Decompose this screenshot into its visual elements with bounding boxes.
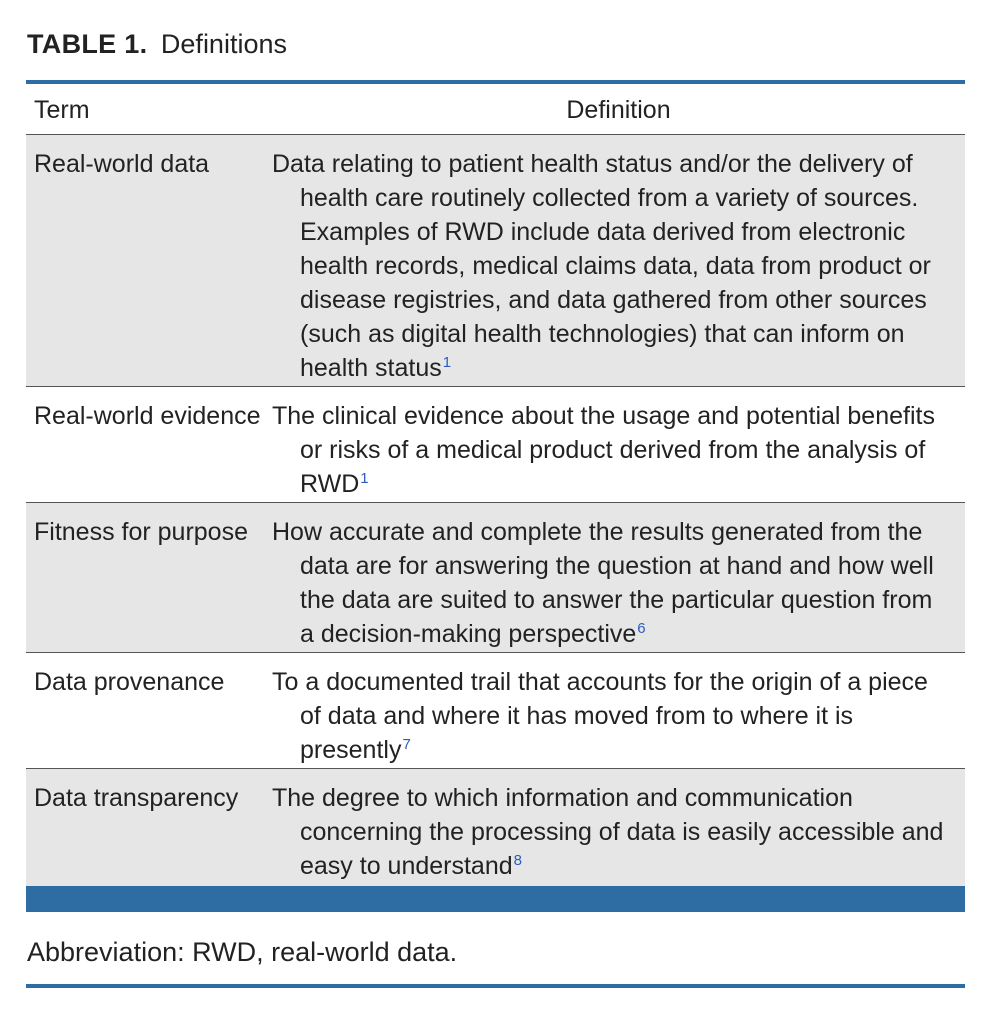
reference-link[interactable]: 7	[402, 735, 411, 753]
definitions-table	[26, 80, 965, 912]
row-definition	[272, 503, 965, 661]
definition-text: Data relating to patient health status and/or the delivery of health care routinely collected from a variety of sources. Examples of RWD include data derived from electronic health records, medical claims data, data from product or disease registries, and data gathered from other sources (such as digital health technologies) that can inform on health status	[272, 150, 931, 382]
row-term: Data provenance	[34, 668, 225, 696]
row-definition	[272, 653, 965, 777]
table-footnote: Abbreviation: RWD, real-world data.	[27, 937, 458, 967]
table-row	[26, 387, 965, 503]
footnote-bottom-rule	[26, 984, 965, 988]
table-row	[26, 769, 965, 886]
reference-link[interactable]: 6	[637, 619, 646, 637]
definition-text: How accurate and complete the results generated from the data are for answering the question at hand and how well the data are suited to answer the particular question from a decision-making perspective	[272, 518, 934, 648]
table-header-row	[26, 84, 965, 135]
row-term: Data transparency	[34, 784, 239, 812]
header-term: Term	[34, 96, 90, 124]
row-term: Fitness for purpose	[34, 518, 248, 546]
table-label: TABLE 1.	[27, 29, 148, 59]
row-definition	[272, 135, 965, 395]
table-row	[26, 503, 965, 653]
definition-text: To a documented trail that accounts for the origin of a piece of data and where it has moved from to where it is presently	[272, 668, 928, 764]
row-term: Real-world evidence	[34, 402, 261, 430]
row-definition	[272, 387, 965, 511]
row-definition	[272, 769, 965, 893]
definition-text: The degree to which information and communication concerning the processing of data is easily accessible and easy to understand	[272, 784, 944, 880]
table-title: Definitions	[160, 29, 287, 59]
reference-link[interactable]: 8	[513, 851, 522, 869]
row-term: Real-world data	[34, 150, 210, 178]
table-row	[26, 135, 965, 387]
header-definition: Definition	[566, 96, 671, 124]
reference-link[interactable]: 1	[360, 469, 369, 487]
table-caption	[27, 26, 287, 62]
reference-link[interactable]: 1	[442, 353, 452, 371]
table-row	[26, 653, 965, 769]
definition-text: The clinical evidence about the usage and potential benefits or risks of a medical product derived from the analysis of RWD	[272, 402, 935, 498]
